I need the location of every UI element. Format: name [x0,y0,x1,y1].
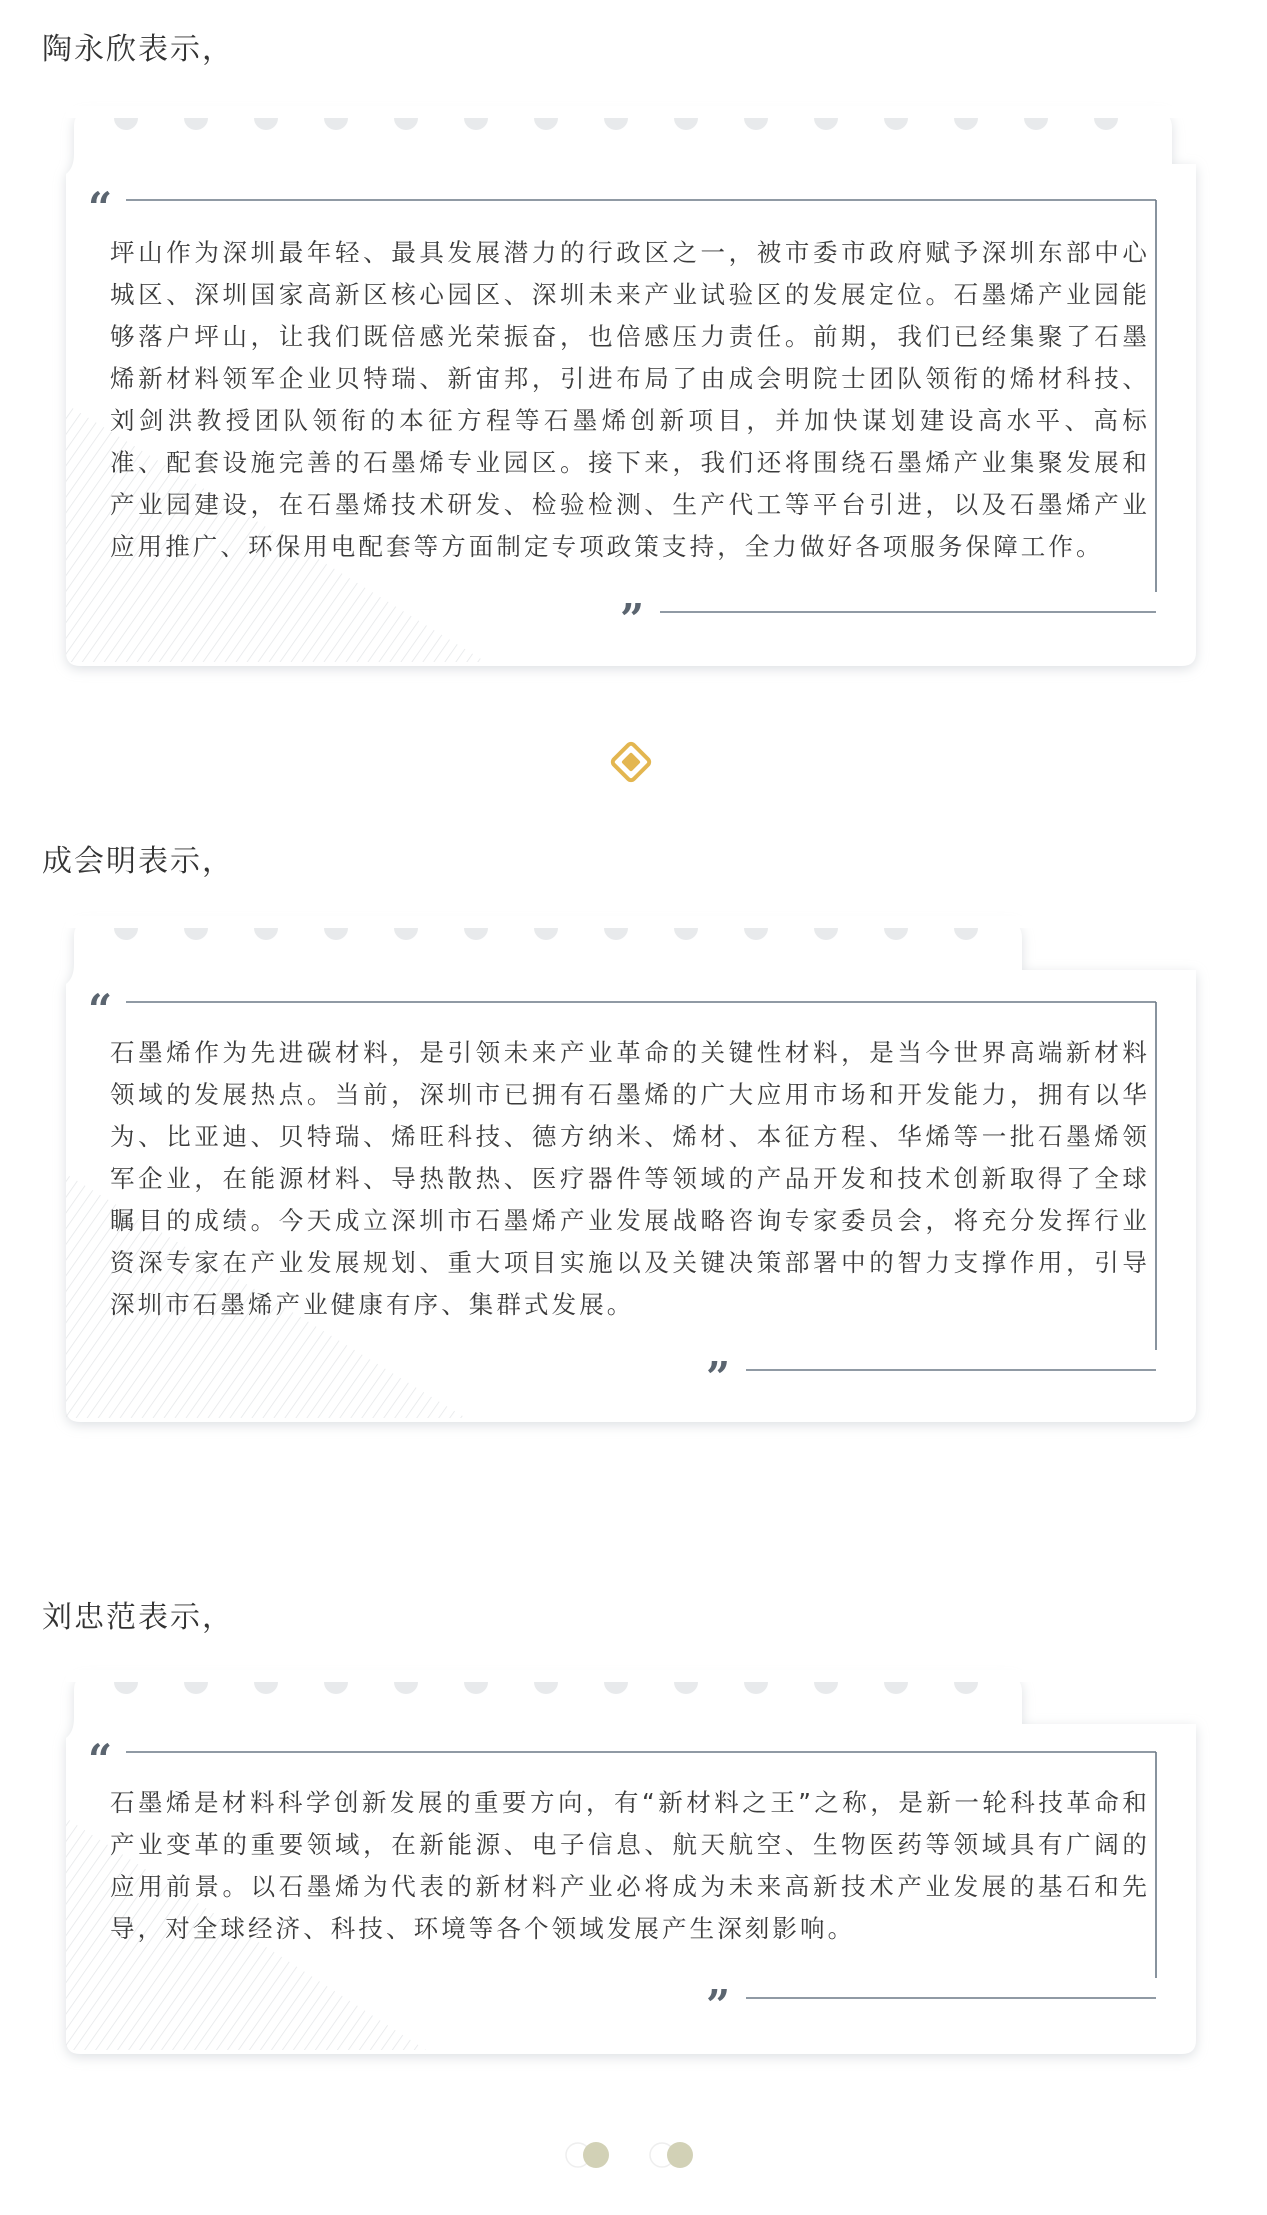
open-quote-icon: “ [88,985,113,1034]
close-quote-icon: ” [706,1353,731,1402]
quote-text-3: 石墨烯是材料科学创新发展的重要方向，有“新材料之王”之称，是新一轮科技革命和产业变革的重要领域，在新能源、电子信息、航天航空、生物医药等领域具有广阔的应用前景。以石墨烯为代表的新材料产业必将成为未来高新技术产业发展的基石和先导，对全球经济、科技、环境等各个领域发展产生深刻影响。 [110,1788,1150,1943]
speaker-heading-1: 陶永欣表示， [42,32,234,67]
decorative-dots-icon [560,2135,710,2175]
quote-text-1: 坪山作为深圳最年轻、最具发展潜力的行政区之一，被市委市政府赋予深圳东部中心城区、深圳国家高新区核心园区、深圳未来产业试验区的发展定位。石墨烯产业园能够落户坪山，让我们既倍感光荣振奋，也倍感压力责任。前期，我们已经集聚了石墨烯新材料领军企业贝特瑞、新宙邦，引进布局了由成会明院士团队领衔的烯材科技、刘剑洪教授团队领衔的本征方程等石墨烯创新项目，并加快谋划建设高水平、高标准、配套设施完善的石墨烯专业园区。接下来，我们还将围绕石墨烯产业集聚发展和产业园建设，在石墨烯技术研发、检验检测、生产代工等平台引进，以及石墨烯产业应用推广、环保用电配套等方面制定专项政策支持，全力做好各项服务保障工作。 [110,238,1150,561]
close-quote-icon: ” [706,1981,731,2030]
diamond-divider-icon [607,738,655,786]
quote-text-2: 石墨烯作为先进碳材料，是引领未来产业革命的关键性材料，是当今世界高端新材料领域的发展热点。当前，深圳市已拥有石墨烯的广大应用市场和开发能力，拥有以华为、比亚迪、贝特瑞、烯旺科技、德方纳米、烯材、本征方程、华烯等一批石墨烯领军企业，在能源材料、导热散热、医疗器件等领域的产品开发和技术创新取得了全球瞩目的成绩。今天成立深圳市石墨烯产业发展战略咨询专家委员会，将充分发挥行业资深专家在产业发展规划、重大项目实施以及关键决策部署中的智力支撑作用，引导深圳市石墨烯产业健康有序、集群式发展。 [110,1038,1150,1319]
open-quote-icon: “ [88,183,113,232]
speaker-heading-3: 刘忠范表示， [42,1600,234,1635]
speaker-heading-2: 成会明表示， [42,844,234,879]
quote-card-3 [66,1668,1196,2054]
quote-card-1 [66,104,1196,666]
open-quote-icon: “ [88,1735,113,1784]
close-quote-icon: ” [620,595,645,644]
quote-card-2 [66,914,1196,1422]
